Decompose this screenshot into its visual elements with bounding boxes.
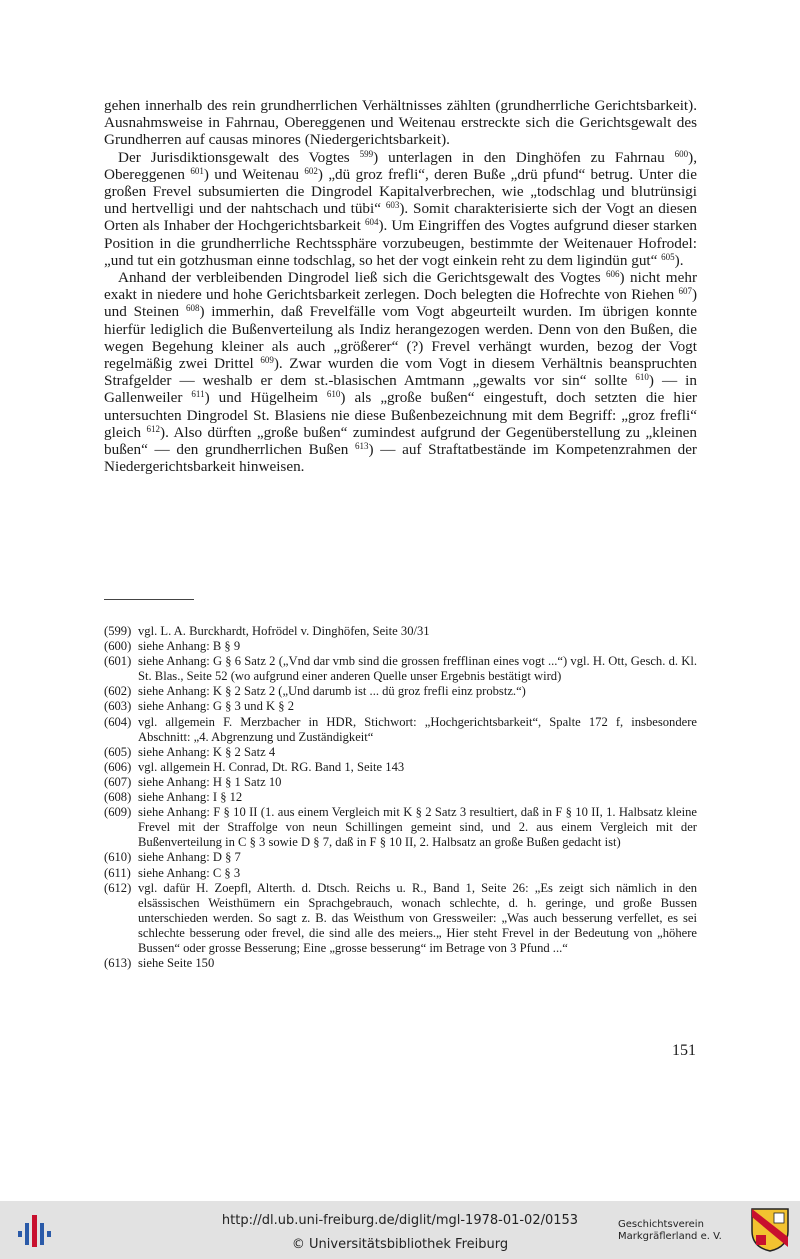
footnote-text: vgl. allgemein F. Merzbacher in HDR, Stichwort: „Hochgerichtsbarkeit“, Spalte 172 f, insbesondere Abschnitt: „4. Abgrenzung und Zuständigkeit“ [138,714,697,744]
footnotes-list [104,624,697,971]
footnote-ref: 601 [190,165,204,176]
footnote-text: siehe Anhang: I § 12 [138,790,243,805]
sponsor-line-2: Markgräflerland e. V. [618,1231,722,1242]
footnote-item [104,639,697,654]
footnote-item [104,956,697,971]
footnote-item [104,760,697,775]
footnote-ref: 610 [635,372,649,383]
footnote-text: siehe Anhang: F § 10 II (1. aus einem Vergleich mit K § 2 Satz 3 resultiert, daß in F § 10 II, 1. Halbsatz kleine Frevel mit der Straffolge von neun Schillingen gemeint sind, und 2. aus einem Vergleich mit der Bußenverteilung in C § 3 sowie D § 7, daß in F § 10 II, 2. Halbsatz an große Bußen gedacht ist) [138,805,697,850]
footnote-number: (603) [104,699,132,714]
footnote-item [104,699,697,714]
footnote-item [104,805,697,850]
footnote-ref: 602 [304,165,318,176]
footnote-number: (607) [104,774,132,789]
footnote-number: (611) [104,865,131,880]
paragraph-2: Der Jurisdiktionsgewalt des Vogtes $^{599}$) unterlagen in den Dinghöfen zu Fahrnau $^{600}$), Obereggenen $^{601}$) und Weitenau $^{602}$) „dü groz frefli“, deren Buße „drü pfund“ betrug. Unter die großen Frevel subsumierten die Dingrodel Kapitalverbrechen, wie „todschlag und blutrünsigi und hertvelligi und der nahtschach und tübi“ $^{603}$). Somit charakterisierte sich der Vogt an diesen Orten als Inhaber der Hochgerichtsbarkeit $^{604}$). Um Eingriffen des Vogtes aufgrund dieser starken Position in die grundherrliche Rechtssphäre vorzubeugen, bestimmte der Weitenauer Hofrodel: „und tut ein gotzhusman einne todschlag, so het der vogt einkein reht zu dem ligindün gut“ $^{605}$). [104,148,697,269]
footnote-ref: 604 [364,217,379,228]
footnote-ref: 611 [191,389,205,400]
footnote-number: (604) [104,714,132,729]
footnote-text: siehe Anhang: G § 6 Satz 2 („Vnd dar vmb sind die grossen frefflinan eines vogt ...“) vgl. H. Ott, Gesch. d. Kl. St. Blas., Seite 52 (wo aufgrund einer anderen Quelle unser Ergebnis bestätigt wird) [138,654,697,684]
coat-of-arms-icon [750,1207,790,1253]
footnote-number: (606) [104,759,132,774]
footnote-item [104,866,697,881]
footer-url-link[interactable]: http://dl.ub.uni-freiburg.de/diglit/mgl-1978-01-02/0153 [221,1213,579,1228]
footnote-ref: 607 [678,286,692,297]
footnote-item [104,881,697,956]
footnote-text: siehe Anhang: C § 3 [138,865,241,880]
footnote-number: (610) [104,850,132,865]
footer-copyright: © Universitätsbibliothek Freiburg [291,1237,509,1252]
footnote-item [104,654,697,684]
footnote-text: siehe Anhang: B § 9 [138,639,241,654]
footnote-ref: 600 [674,148,689,159]
footnote-text: vgl. L. A. Burckhardt, Hofrödel v. Dinghöfen, Seite 30/31 [138,624,430,638]
footnote-number: (602) [104,684,132,699]
paragraph-3: Anhand der verbleibenden Dingrodel ließ sich die Gerichtsgewalt des Vogtes $^{606}$) nicht mehr exakt in niedere und hohe Gerichtsbarkeit zerlegen. Doch belegten die Hofrechte von Riehen $^{607}$) und Steinen $^{608}$) immerhin, daß Frevelfälle vom Vogt abgeurteilt wurden. Im übrigen konnte hierfür lediglich die Bußenverteilung als Indiz herangezogen werden. Denn von den Bußen, die wegen Begehung kleiner als auch „größerer“ (?) Frevel verhängt wurden, bezog der Vogt regelmäßig zwei Drittel $^{609}$). Zwar wurden die vom Vogt in diesem Verhältnis beanspruchten Strafgelder — weshalb er dem st.-blasischen Amtmann „gewalts vor sin“ sollte $^{610}$) — in Gallenweiler $^{611}$) und Hügelheim $^{610}$) als „große bußen“ eingestuft, doch setzten die hier untersuchten Dingrodel St. Blasiens nie diese Bußenbezeichnung mit dem Begriff: „groz frefli“ gleich $^{612}$). Also dürften „große bußen“ zumindest aufgrund der Gegenüberstellung zu „kleinen bußen“ — den grundherrlichen Bußen $^{613}$) — auf Straftatbestände im Kompetenzrahmen der Niedergerichtsbarkeit hinweisen. [104,269,698,476]
footnote-number: (601) [104,654,132,669]
footnote-number: (608) [104,790,132,805]
footnote-number: (600) [104,639,132,654]
library-footer [0,1201,800,1259]
sponsor-line-1: Geschichtsverein [618,1219,704,1230]
footnote-ref: 610 [326,389,341,400]
footnote-item [104,715,697,745]
footnote-text: siehe Anhang: H § 1 Satz 10 [138,774,282,789]
footnote-number: (612) [104,880,132,895]
footnote-text: siehe Anhang: K § 2 Satz 4 [138,744,276,759]
footnote-text: siehe Anhang: G § 3 und K § 2 [138,699,295,714]
footnote-text: vgl. dafür H. Zoepfl, Alterth. d. Dtsch. Reichs u. R., Band 1, Seite 26: „Es zeigt sich nämlich in den elsässischen Weisthümern ein Sprachgebrauch, wonach schlechte, d. h. geringe, und große Bussen unterschieden werden. So sagt z. B. das Weisthum von Gressweiler: „Was auch besserung verfellet, es sei schlechte besserung oder frevel, die sind alle des meiers.„ Hier steht Frevel in der Bedeutung von „höhere Bussen“ oder grosse Besserung; Eine „grosse besserung“ im Betrage von 3 Pfund ...“ [138,880,697,955]
footnote-rule [104,599,194,600]
footnote-item [104,850,697,865]
footnote-text: siehe Anhang: K § 2 Satz 2 („Und darumb ist ... dü groz frefli einz probstz.“) [138,684,526,699]
footnote-text: siehe Seite 150 [138,956,215,971]
footnote-text: siehe Anhang: D § 7 [138,850,241,865]
footnote-item [104,684,697,699]
footnote-ref: 606 [606,269,620,280]
main-text [104,97,697,475]
footnote-ref: 612 [146,423,161,434]
footnote-ref: 599 [359,148,374,159]
footnote-ref: 613 [355,441,369,452]
footnote-ref: 605 [661,251,675,262]
footnote-ref: 603 [385,200,400,211]
footnote-number: (609) [104,805,132,820]
footnote-number: (599) [104,624,132,638]
footnote-item [104,790,697,805]
footnote-item [104,775,697,790]
paragraph-1: gehen innerhalb des rein grundherrlichen Verhältnisses zählten (grundherrliche Gerichtsbarkeit). Ausnahmsweise in Fahrnau, Obereggenen und Weitenau erstreckte sich die Gerichtsgewalt des Grundherren auf causas minores (Niedergerichtsbarkeit). [104,97,697,149]
footnote-item [104,745,697,760]
footnote-ref: 609 [260,355,274,366]
footnote-text: vgl. allgemein H. Conrad, Dt. RG. Band 1, Seite 143 [138,759,405,774]
sponsor-name [618,1219,722,1243]
footnote-ref: 608 [185,303,200,314]
footnote-number: (605) [104,744,132,759]
page-number: 151 [672,1042,696,1059]
footnote-item [104,624,697,639]
footnote-number: (613) [104,956,132,971]
